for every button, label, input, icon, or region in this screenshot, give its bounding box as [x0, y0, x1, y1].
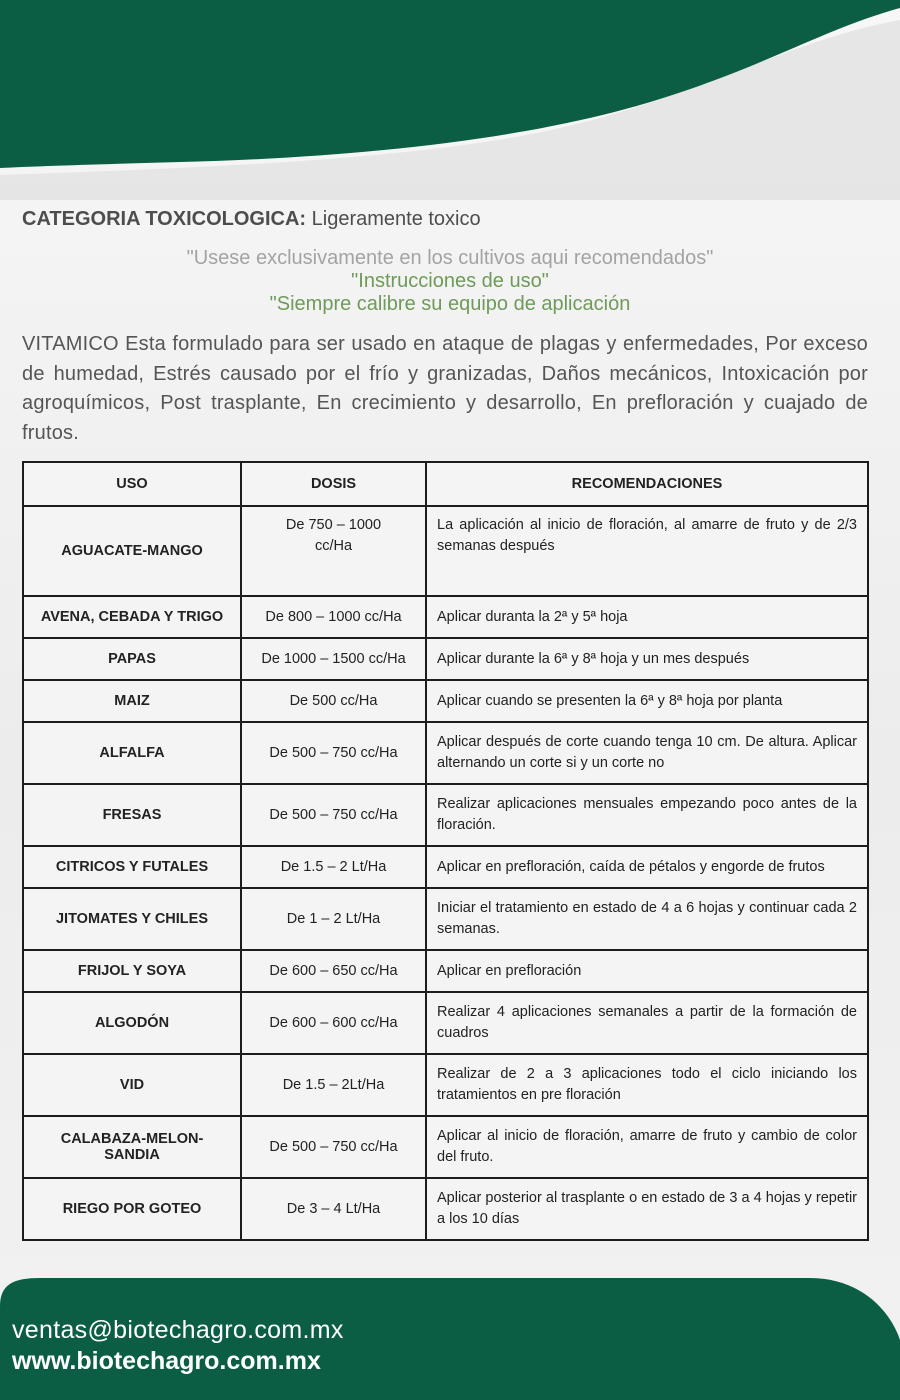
row-uso: VID [23, 1054, 241, 1116]
row-dosis: De 3 – 4 Lt/Ha [241, 1178, 426, 1240]
table-row [23, 638, 868, 680]
note-instructions: "Instrucciones de uso" [351, 270, 549, 292]
row-recomendacion: Aplicar posterior al trasplante o en estado de 3 a 4 hojas y repetir a los 10 días [426, 1178, 868, 1240]
row-dosis: De 1 – 2 Lt/Ha [241, 888, 426, 950]
row-recomendacion: Iniciar el tratamiento en estado de 4 a 6 hojas y continuar cada 2 semanas. [426, 888, 868, 950]
table-header-row [23, 462, 868, 506]
row-recomendacion: Aplicar cuando se presenten la 6ª y 8ª hoja por planta [426, 680, 868, 722]
row-uso [23, 1116, 241, 1178]
table-row [23, 722, 868, 784]
row-recomendacion: Aplicar duranta la 2ª y 5ª hoja [426, 596, 868, 638]
header-dosis: DOSIS [241, 462, 426, 506]
footer-contact [12, 1316, 344, 1376]
row-uso: AVENA, CEBADA Y TRIGO [23, 596, 241, 638]
row-uso: JITOMATES Y CHILES [23, 888, 241, 950]
row-dosis: De 500 cc/Ha [241, 680, 426, 722]
table-row [23, 784, 868, 846]
row-uso: ALFALFA [23, 722, 241, 784]
row-dosis: De 1.5 – 2 Lt/Ha [241, 846, 426, 888]
table-row [23, 846, 868, 888]
row-uso: FRIJOL Y SOYA [23, 950, 241, 992]
row-dosis: De 600 – 650 cc/Ha [241, 950, 426, 992]
row-recomendacion: Realizar aplicaciones mensuales empezando poco antes de la floración. [426, 784, 868, 846]
row-uso: PAPAS [23, 638, 241, 680]
usage-table [22, 461, 869, 1241]
table-row [23, 992, 868, 1054]
row-recomendacion: Aplicar al inicio de floración, amarre de fruto y cambio de color del fruto. [426, 1116, 868, 1178]
row-recomendacion: Aplicar después de corte cuando tenga 10 cm. De altura. Aplicar alternando un corte si y un corte no [426, 722, 868, 784]
row-recomendacion: Aplicar en prefloración [426, 950, 868, 992]
table-row [23, 506, 868, 596]
row-dosis: De 500 – 750 cc/Ha [241, 784, 426, 846]
note-exclusive-use: "Usese exclusivamente en los cultivos aqui recomendados" [186, 247, 714, 269]
row-uso: ALGODÓN [23, 992, 241, 1054]
usage-notes [0, 247, 900, 316]
row-dosis-text: De 750 – 1000 cc/Ha [285, 517, 382, 554]
row-dosis: De 1.5 – 2Lt/Ha [241, 1054, 426, 1116]
toxicity-value: Ligeramente toxico [306, 208, 481, 230]
row-uso-text: CALABAZA-MELON-SANDIA [60, 1131, 204, 1163]
row-dosis: De 500 – 750 cc/Ha [241, 722, 426, 784]
row-uso: RIEGO POR GOTEO [23, 1178, 241, 1240]
row-uso: FRESAS [23, 784, 241, 846]
table-row [23, 680, 868, 722]
row-dosis: De 500 – 750 cc/Ha [241, 1116, 426, 1178]
table-row [23, 596, 868, 638]
row-recomendacion: Realizar 4 aplicaciones semanales a partir de la formación de cuadros [426, 992, 868, 1054]
note-calibrate: "Siempre calibre su equipo de aplicación [269, 293, 631, 315]
table-row [23, 1054, 868, 1116]
product-description: VITAMICO Esta formulado para ser usado en ataque de plagas y enfermedades, Por exceso de humedad, Estrés causado por el frío y granizadas, Daños mecánicos, Intoxicación por agroquímicos, Post trasplante, En crecimiento y desarrollo, En prefloración y cuajado de frutos. [22, 333, 868, 444]
header-wave-banner [0, 0, 900, 200]
row-recomendacion: Realizar de 2 a 3 aplicaciones todo el ciclo iniciando los tratamientos en pre floración [426, 1054, 868, 1116]
table-row [23, 950, 868, 992]
table-row [23, 1178, 868, 1240]
header-uso: USO [23, 462, 241, 506]
row-recomendacion: La aplicación al inicio de floración, al amarre de fruto y de 2/3 semanas después [426, 506, 868, 596]
row-uso: CITRICOS Y FUTALES [23, 846, 241, 888]
toxicity-category [22, 208, 481, 231]
header-recomendaciones: RECOMENDACIONES [426, 462, 868, 506]
row-dosis: De 600 – 600 cc/Ha [241, 992, 426, 1054]
row-recomendacion: Aplicar durante la 6ª y 8ª hoja y un mes después [426, 638, 868, 680]
row-dosis [241, 506, 426, 596]
table-row [23, 1116, 868, 1178]
table-row [23, 888, 868, 950]
row-dosis: De 800 – 1000 cc/Ha [241, 596, 426, 638]
website-link[interactable]: www.biotechagro.com.mx [12, 1347, 321, 1375]
row-dosis: De 1000 – 1500 cc/Ha [241, 638, 426, 680]
row-uso: MAIZ [23, 680, 241, 722]
row-uso: AGUACATE-MANGO [23, 506, 241, 596]
toxicity-label: CATEGORIA TOXICOLOGICA: [22, 208, 307, 230]
email-link[interactable]: ventas@biotechagro.com.mx [12, 1316, 344, 1344]
row-recomendacion: Aplicar en prefloración, caída de pétalos y engorde de frutos [426, 846, 868, 888]
